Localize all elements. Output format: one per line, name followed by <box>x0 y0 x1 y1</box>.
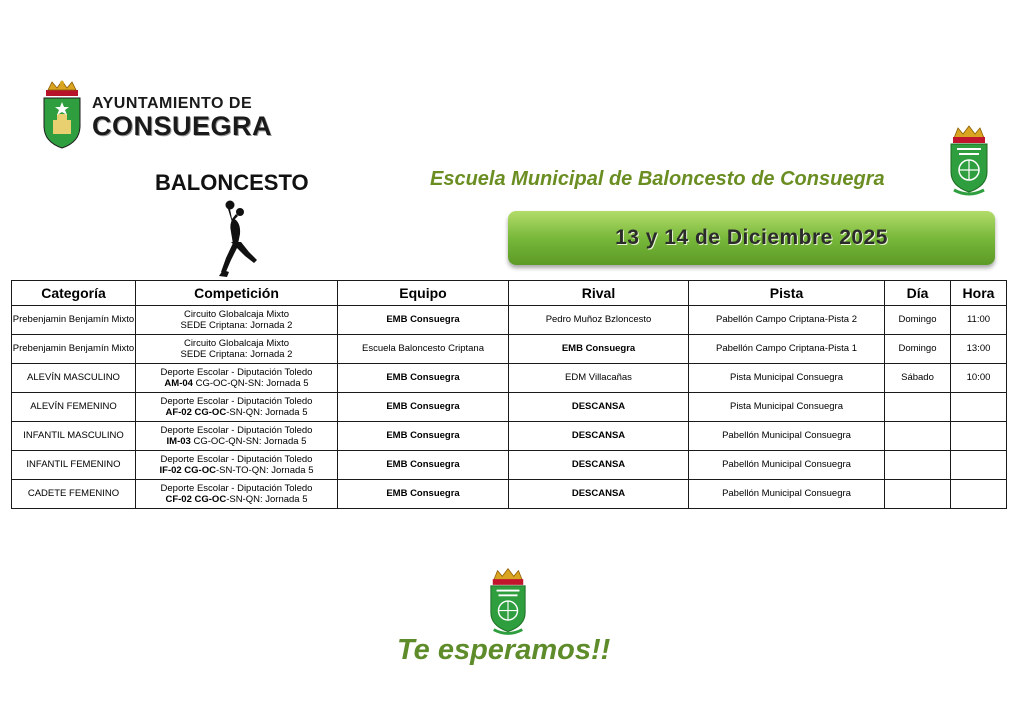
competition-detail: -SN-QN: Jornada 5 <box>226 494 308 505</box>
cell-hora: 11:00 <box>951 306 1007 335</box>
footer-message: Te esperamos!! <box>397 634 611 666</box>
cell-equipo: EMB Consuegra <box>338 451 509 480</box>
cell-pista: Pista Municipal Consuegra <box>689 364 885 393</box>
cell-hora <box>951 480 1007 509</box>
table-header-row <box>12 281 1007 306</box>
cell-categoria: CADETE FEMENINO <box>12 480 136 509</box>
header-pista: Pista <box>689 281 885 306</box>
cell-competicion <box>136 393 338 422</box>
cell-rival: DESCANSA <box>509 480 689 509</box>
competition-round: SEDE Criptana: Jornada 2 <box>180 349 293 360</box>
cell-dia <box>885 480 951 509</box>
competition-round <box>136 465 337 476</box>
cell-hora <box>951 451 1007 480</box>
basketball-club-crest-icon <box>488 566 528 638</box>
competition-name: Deporte Escolar - Diputación Toledo <box>160 366 313 378</box>
competition-round <box>136 436 337 447</box>
cell-equipo: EMB Consuegra <box>338 422 509 451</box>
cell-pista: Pabellón Campo Criptana-Pista 2 <box>689 306 885 335</box>
competition-code: IF-02 CG-OC <box>159 465 216 476</box>
cell-competicion <box>136 364 338 393</box>
cell-categoria: Prebenjamin Benjamín Mixto <box>12 335 136 364</box>
cell-categoria: Prebenjamin Benjamín Mixto <box>12 306 136 335</box>
cell-hora: 13:00 <box>951 335 1007 364</box>
cell-pista: Pabellón Municipal Consuegra <box>689 480 885 509</box>
school-title: Escuela Municipal de Baloncesto de Consuegra <box>430 168 885 190</box>
cell-dia: Domingo <box>885 306 951 335</box>
sport-title: BALONCESTO <box>155 170 309 195</box>
schedule-table <box>11 280 1007 509</box>
competition-detail: CG-OC-QN-SN: Jornada 5 <box>190 436 307 447</box>
town-crest-icon <box>40 80 84 150</box>
table-row <box>12 451 1007 480</box>
table-row <box>12 480 1007 509</box>
cell-categoria: INFANTIL MASCULINO <box>12 422 136 451</box>
cell-rival: DESCANSA <box>509 422 689 451</box>
town-name <box>92 96 272 140</box>
competition-name: Circuito Globalcaja Mixto <box>183 308 290 320</box>
cell-hora <box>951 422 1007 451</box>
competition-name: Deporte Escolar - Diputación Toledo <box>160 424 313 436</box>
cell-competicion <box>136 335 338 364</box>
header-equipo: Equipo <box>338 281 509 306</box>
header-competicion: Competición <box>136 281 338 306</box>
cell-hora: 10:00 <box>951 364 1007 393</box>
header-dia: Día <box>885 281 951 306</box>
cell-competicion <box>136 306 338 335</box>
competition-round: SEDE Criptana: Jornada 2 <box>180 320 293 331</box>
header-categoria: Categoría <box>12 281 136 306</box>
competition-name: Deporte Escolar - Diputación Toledo <box>160 482 313 494</box>
town-name-line1: AYUNTAMIENTO DE <box>92 95 253 112</box>
competition-round <box>136 407 337 418</box>
basketball-player-icon <box>213 200 261 278</box>
competition-name: Deporte Escolar - Diputación Toledo <box>160 453 313 465</box>
cell-equipo: EMB Consuegra <box>338 364 509 393</box>
cell-pista: Pabellón Municipal Consuegra <box>689 422 885 451</box>
competition-round <box>136 378 337 389</box>
cell-categoria: ALEVÍN MASCULINO <box>12 364 136 393</box>
header-hora: Hora <box>951 281 1007 306</box>
cell-competicion <box>136 422 338 451</box>
cell-dia <box>885 393 951 422</box>
table-row <box>12 306 1007 335</box>
competition-name: Circuito Globalcaja Mixto <box>183 337 290 349</box>
cell-dia <box>885 451 951 480</box>
competition-detail: CG-OC-QN-SN: Jornada 5 <box>192 378 309 389</box>
table-row <box>12 422 1007 451</box>
competition-detail: -SN-TO-QN: Jornada 5 <box>215 465 314 476</box>
cell-competicion <box>136 480 338 509</box>
cell-rival: EDM Villacañas <box>509 364 689 393</box>
cell-competicion <box>136 451 338 480</box>
cell-pista: Pabellón Municipal Consuegra <box>689 451 885 480</box>
table-row <box>12 393 1007 422</box>
cell-rival: DESCANSA <box>509 451 689 480</box>
cell-categoria: ALEVÍN FEMENINO <box>12 393 136 422</box>
cell-equipo: Escuela Baloncesto Criptana <box>338 335 509 364</box>
header-rival: Rival <box>509 281 689 306</box>
competition-code: AM-04 <box>164 378 193 389</box>
cell-equipo: EMB Consuegra <box>338 306 509 335</box>
competition-code: CF-02 CG-OC <box>165 494 227 505</box>
basketball-club-crest-icon <box>948 124 990 198</box>
competition-code: AF-02 CG-OC <box>165 407 227 418</box>
cell-equipo: EMB Consuegra <box>338 480 509 509</box>
cell-categoria: INFANTIL FEMENINO <box>12 451 136 480</box>
competition-code: IM-03 <box>166 436 191 447</box>
cell-rival: Pedro Muñoz Bzloncesto <box>509 306 689 335</box>
competition-detail: -SN-QN: Jornada 5 <box>226 407 308 418</box>
cell-rival: DESCANSA <box>509 393 689 422</box>
date-banner <box>508 211 995 265</box>
cell-dia: Sábado <box>885 364 951 393</box>
competition-name: Deporte Escolar - Diputación Toledo <box>160 395 313 407</box>
cell-pista: Pabellón Campo Criptana-Pista 1 <box>689 335 885 364</box>
cell-pista: Pista Municipal Consuegra <box>689 393 885 422</box>
date-text: 13 y 14 de Diciembre 2025 <box>615 226 888 249</box>
table-row <box>12 335 1007 364</box>
cell-equipo: EMB Consuegra <box>338 393 509 422</box>
town-name-line2: CONSUEGRA <box>92 111 273 141</box>
cell-hora <box>951 393 1007 422</box>
cell-dia: Domingo <box>885 335 951 364</box>
cell-rival: EMB Consuegra <box>509 335 689 364</box>
competition-round <box>136 494 337 505</box>
cell-dia <box>885 422 951 451</box>
table-row <box>12 364 1007 393</box>
